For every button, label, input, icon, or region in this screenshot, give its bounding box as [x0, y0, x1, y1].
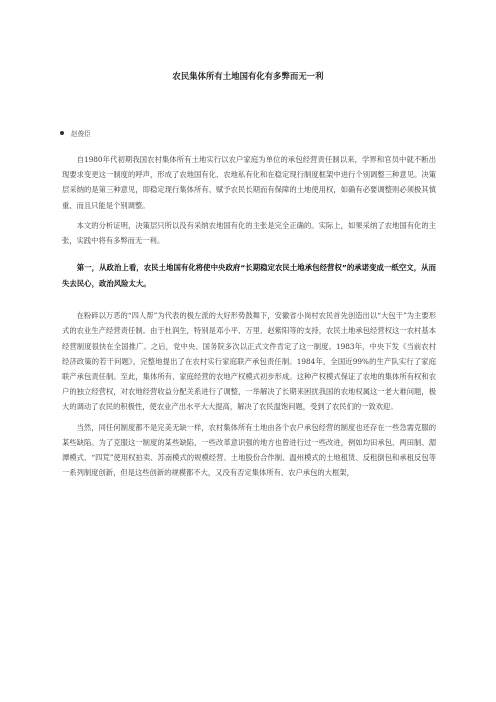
paragraph-thesis: 本文的分析证明，决策层只所以没有采纳农地国有化的主张是完全正确的。实际上，如果采纳了农地国有化的主张，实践中将有多弊而无一利。 [62, 220, 436, 246]
author-name: 赵俊臣 [71, 130, 91, 138]
section-heading: 第一，从政治上看，农民土地国有化将使中央政府“长期稳定农民土地承包经营权”的承诺变成一纸空文，从而失去民心，政治风险太大。 [62, 263, 436, 289]
author-line [60, 128, 91, 138]
article-title: 农民集体所有土地国有化有多弊而无一利 [172, 71, 324, 81]
paragraph-defects: 当然，同任何制度都不是完美无缺一样，农村集体所有土地由各个农户承包经营的制度也还存在一些急需克服的某些缺陷。为了克服这一制度的某些缺陷，一些改革意识强的地方也曾进行过一些改进，例如均田承包、两田制、湄潭模式、“四荒”使用权拍卖、苏南模式的规模经营、土地股份合作制、温州模式的土地租赁、反租倒包和承租反包等一系列制度创新，但是这些创新的规模都不大，又没有否定集体所有、农户承包的大框架， [62, 422, 436, 478]
bullet-icon [60, 131, 64, 135]
article-body [62, 152, 436, 485]
paragraph-intro: 自1980年代初期我国农村集体所有土地实行以农户家庭为单位的承包经营责任制以来，学界和官员中就不断出现要求变更这一制度的呼声，形成了农地国有化、农地私有化和在稳定现行制度框架中进行个别调整三种意见。决策层采纳的是第三种意见，即稳定现行集体所有、赋予农民长期而有保障的土地使用权，如确有必要调整则必须极其慎重、而且只能是个别调整。 [62, 155, 436, 210]
paragraph-history: 在粉碎以万恶的“四人帮”为代表的极左派的大好形势鼓舞下，安徽省小岗村农民首先创造出以“大包干”为主要形式的农业生产经营责任制。由于杜润生，特别是邓小平、万里、赵紫阳等的支持，农民土地承包经营权这一农村基本经营制度很快在全国推广。之后，党中央、国务院多次以正式文件肯定了这一制度。1983年，中央下发《当前农村经济政策的若干问题》，完整地提出了在农村实行家庭联产承包责任制。1984年，全国近99%的生产队实行了家庭联产承包责任制。至此，集体所有、家庭经营的农地产权模式初步形成。这种产权模式保证了农地的集体所有权和农户的独立经营权，对农地经营收益分配关系进行了调整，一举解决了长期来困扰我国的农地权属这一老大难问题，极大的调动了农民的积极性，使农业产出水平大大提高，解决了农民温饱问题，受到了农民们的一致欢迎。 [62, 311, 436, 412]
